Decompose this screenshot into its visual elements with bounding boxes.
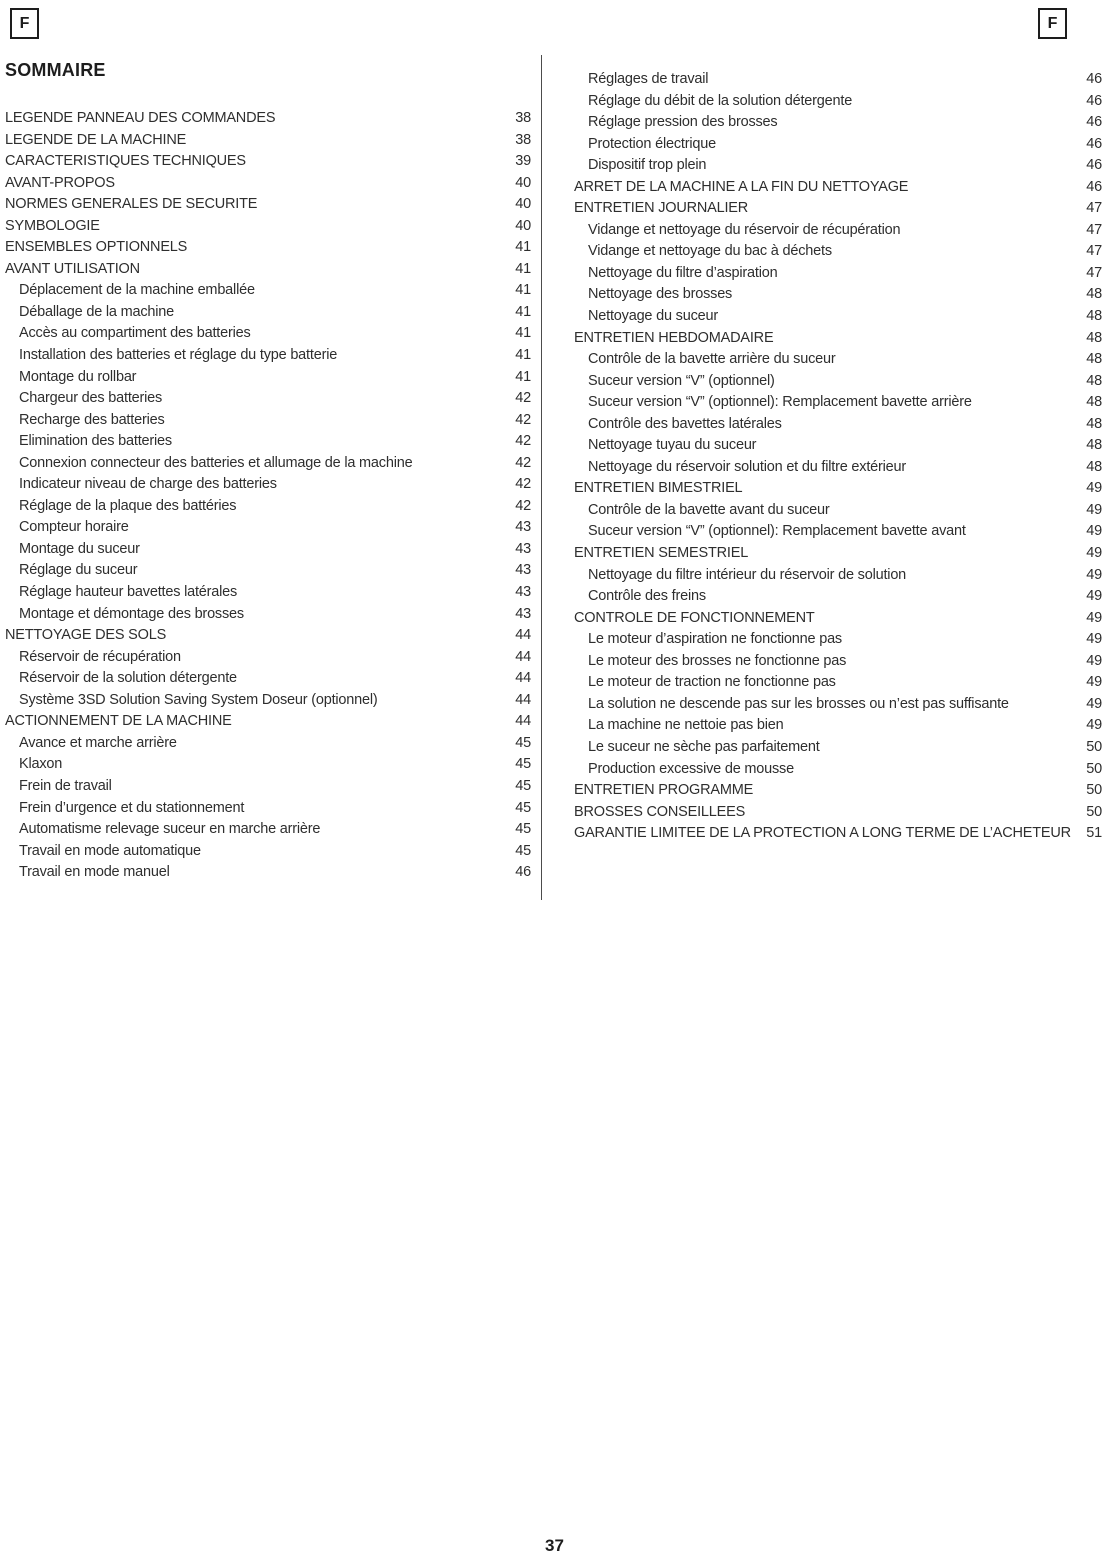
toc-entry xyxy=(5,711,531,733)
toc-entry xyxy=(5,496,531,518)
toc-entry-label: Contrôle des bavettes latérales xyxy=(588,415,782,432)
toc-entry-label: Réglage hauteur bavettes latérales xyxy=(19,584,238,601)
toc-entry-page: 46 xyxy=(1086,157,1102,174)
toc-entry-label: BROSSES CONSEILLEES xyxy=(574,803,746,820)
toc-entry-page: 48 xyxy=(1086,308,1102,325)
toc-entry-label: Installation des batteries et réglage du type batterie xyxy=(19,347,338,364)
toc-entry-label: ENTRETIEN HEBDOMADAIRE xyxy=(574,329,774,346)
toc-entry-label: Contrôle des freins xyxy=(588,588,706,605)
corner-language-tag-left xyxy=(10,8,39,39)
toc-entry-page: 42 xyxy=(515,454,531,471)
toc-entry xyxy=(574,629,1102,651)
toc-entry-page: 44 xyxy=(515,670,531,687)
toc-entry xyxy=(574,284,1102,306)
toc-entry xyxy=(5,560,531,582)
toc-entry-page: 50 xyxy=(1086,782,1102,799)
toc-entry-page: 42 xyxy=(515,390,531,407)
toc-entry-page: 49 xyxy=(1086,523,1102,540)
toc-entry xyxy=(5,474,531,496)
toc-entry-page: 39 xyxy=(515,153,531,170)
toc-entry xyxy=(574,112,1102,134)
toc-entry-label: Réglage du débit de la solution détergente xyxy=(588,92,853,109)
toc-entry-label: SYMBOLOGIE xyxy=(5,217,100,234)
toc-entry-page: 41 xyxy=(515,325,531,342)
toc-entry-label: NETTOYAGE DES SOLS xyxy=(5,627,167,644)
toc-entry-page: 44 xyxy=(515,713,531,730)
toc-entry-page: 47 xyxy=(1086,200,1102,217)
toc-entry xyxy=(5,194,531,216)
toc-entry-page: 49 xyxy=(1086,674,1102,691)
toc-entry-label: Réservoir de la solution détergente xyxy=(19,670,237,687)
toc-entry-page: 42 xyxy=(515,433,531,450)
toc-entry-label: Travail en mode manuel xyxy=(19,864,170,881)
toc-entry-label: Le moteur d’aspiration ne fonctionne pas xyxy=(588,631,842,648)
toc-entry-page: 41 xyxy=(515,260,531,277)
toc-entry-label: AVANT-PROPOS xyxy=(5,174,115,191)
toc-entry-page: 40 xyxy=(515,196,531,213)
toc-entry xyxy=(574,328,1102,350)
toc-entry-label: ENTRETIEN BIMESTRIEL xyxy=(574,480,743,497)
toc-entry-label: ENTRETIEN SEMESTRIEL xyxy=(574,545,749,562)
toc-entry-label: Le moteur de traction ne fonctionne pas xyxy=(588,674,836,691)
toc-entry xyxy=(574,435,1102,457)
toc-entry xyxy=(574,780,1102,802)
toc-entry-label: ENTRETIEN JOURNALIER xyxy=(574,200,749,217)
toc-entry-label: Accès au compartiment des batteries xyxy=(19,325,251,342)
toc-entry-label: Travail en mode automatique xyxy=(19,842,201,859)
toc-entry-page: 43 xyxy=(515,584,531,601)
toc-entry-label: ENTRETIEN PROGRAMME xyxy=(574,782,754,799)
toc-entry-page: 48 xyxy=(1086,415,1102,432)
toc-entry-page: 45 xyxy=(515,842,531,859)
toc-entry-page: 41 xyxy=(515,239,531,256)
toc-entry-label: Déballage de la machine xyxy=(19,303,175,320)
corner-language-tag-right xyxy=(1038,8,1067,39)
toc-entry-page: 48 xyxy=(1086,437,1102,454)
toc-entry-label: Nettoyage des brosses xyxy=(588,286,733,303)
toc-entry xyxy=(5,517,531,539)
toc-entry-page: 38 xyxy=(515,131,531,148)
toc-entry xyxy=(574,371,1102,393)
toc-entry-page: 50 xyxy=(1086,760,1102,777)
toc-entry-page: 42 xyxy=(515,411,531,428)
toc-column-right xyxy=(574,69,1102,845)
toc-entry xyxy=(5,453,531,475)
toc-entry-label: Dispositif trop plein xyxy=(588,157,707,174)
toc-entry xyxy=(5,259,531,281)
toc-entry xyxy=(574,91,1102,113)
toc-entry-page: 45 xyxy=(515,777,531,794)
toc-entry xyxy=(574,586,1102,608)
toc-entry xyxy=(574,177,1102,199)
toc-column-right-list xyxy=(574,69,1102,845)
toc-entry-label: Réglage de la plaque des battéries xyxy=(19,497,237,514)
toc-entry xyxy=(574,306,1102,328)
toc-entry xyxy=(5,130,531,152)
toc-entry-page: 50 xyxy=(1086,738,1102,755)
toc-entry-label: Elimination des batteries xyxy=(19,433,172,450)
toc-entry xyxy=(5,819,531,841)
toc-entry-label: Nettoyage du réservoir solution et du filtre extérieur xyxy=(588,458,907,475)
toc-entry xyxy=(574,759,1102,781)
toc-entry-page: 47 xyxy=(1086,264,1102,281)
toc-entry xyxy=(5,776,531,798)
toc-entry xyxy=(5,323,531,345)
toc-entry-label: ACTIONNEMENT DE LA MACHINE xyxy=(5,713,232,730)
toc-entry-page: 46 xyxy=(1086,71,1102,87)
toc-entry-label: Réservoir de récupération xyxy=(19,648,181,665)
toc-entry xyxy=(5,798,531,820)
toc-entry xyxy=(574,69,1102,91)
toc-entry xyxy=(574,220,1102,242)
toc-entry-label: Avance et marche arrière xyxy=(19,734,177,751)
toc-entry-page: 49 xyxy=(1086,566,1102,583)
toc-entry-label: Réglage du suceur xyxy=(19,562,138,579)
toc-entry xyxy=(5,237,531,259)
toc-entry-label: Réglages de travail xyxy=(588,71,709,87)
toc-entry xyxy=(5,582,531,604)
toc-entry xyxy=(5,668,531,690)
toc-entry-page: 45 xyxy=(515,799,531,816)
toc-entry xyxy=(5,216,531,238)
toc-entry xyxy=(574,500,1102,522)
toc-entry xyxy=(5,647,531,669)
toc-entry-page: 49 xyxy=(1086,695,1102,712)
toc-entry xyxy=(574,608,1102,630)
toc-entry-page: 45 xyxy=(515,734,531,751)
toc-entry-label: AVANT UTILISATION xyxy=(5,260,140,277)
toc-entry-label: GARANTIE LIMITEE DE LA PROTECTION A LONG TERME DE L’ACHETEUR xyxy=(574,825,1071,842)
toc-entry-label: Frein de travail xyxy=(19,777,112,794)
toc-entry xyxy=(574,651,1102,673)
toc-entry-label: LEGENDE DE LA MACHINE xyxy=(5,131,187,148)
toc-entry-page: 47 xyxy=(1086,243,1102,260)
toc-entry-page: 44 xyxy=(515,691,531,708)
toc-entry xyxy=(574,672,1102,694)
toc-entry xyxy=(574,823,1102,845)
toc-entry-page: 44 xyxy=(515,648,531,665)
toc-entry-page: 48 xyxy=(1086,394,1102,411)
toc-entry xyxy=(5,388,531,410)
toc-entry xyxy=(574,737,1102,759)
toc-entry xyxy=(574,715,1102,737)
corner-language-tag-left-label: F xyxy=(19,14,30,32)
toc-entry-page: 47 xyxy=(1086,221,1102,238)
toc-entry xyxy=(574,263,1102,285)
toc-entry xyxy=(574,198,1102,220)
toc-entry-label: Réglage pression des brosses xyxy=(588,114,778,131)
toc-entry-label: ENSEMBLES OPTIONNELS xyxy=(5,239,188,256)
toc-entry-label: Connexion connecteur des batteries et allumage de la machine xyxy=(19,454,413,471)
corner-language-tag-right-label: F xyxy=(1047,14,1058,32)
toc-entry-page: 45 xyxy=(515,756,531,773)
toc-entry-page: 46 xyxy=(1086,92,1102,109)
toc-entry xyxy=(5,625,531,647)
toc-entry-page: 43 xyxy=(515,605,531,622)
toc-entry-page: 41 xyxy=(515,368,531,385)
toc-entry-label: Montage du rollbar xyxy=(19,368,137,385)
toc-entry-page: 41 xyxy=(515,303,531,320)
toc-entry xyxy=(5,862,531,884)
toc-entry-page: 49 xyxy=(1086,609,1102,626)
toc-entry-label: CONTROLE DE FONCTIONNEMENT xyxy=(574,609,815,626)
toc-entry-page: 43 xyxy=(515,519,531,536)
toc-entry-label: Nettoyage du suceur xyxy=(588,308,719,325)
toc-entry-page: 49 xyxy=(1086,545,1102,562)
toc-entry-label: Suceur version “V” (optionnel): Remplacement bavette avant xyxy=(588,523,966,540)
footer-page-number: 37 xyxy=(545,1536,564,1555)
column-divider xyxy=(541,55,542,900)
toc-entry-page: 41 xyxy=(515,282,531,299)
toc-entry-page: 46 xyxy=(1086,135,1102,152)
toc-entry xyxy=(5,604,531,626)
toc-entry-label: Automatisme relevage suceur en marche arrière xyxy=(19,821,321,838)
toc-entry-label: La machine ne nettoie pas bien xyxy=(588,717,784,734)
toc-entry xyxy=(5,302,531,324)
toc-entry-page: 48 xyxy=(1086,329,1102,346)
toc-entry-label: Indicateur niveau de charge des batteries xyxy=(19,476,277,493)
toc-entry xyxy=(574,155,1102,177)
toc-entry-label: La solution ne descende pas sur les brosses ou n’est pas suffisante xyxy=(588,695,1009,712)
toc-entry-page: 40 xyxy=(515,217,531,234)
toc-entry xyxy=(5,690,531,712)
toc-entry-page: 48 xyxy=(1086,351,1102,368)
toc-entry-label: NORMES GENERALES DE SECURITE xyxy=(5,196,258,213)
toc-entry-page: 48 xyxy=(1086,458,1102,475)
toc-entry-page: 42 xyxy=(515,497,531,514)
toc-entry-page: 50 xyxy=(1086,803,1102,820)
toc-entry xyxy=(574,521,1102,543)
toc-entry-page: 40 xyxy=(515,174,531,191)
toc-entry-page: 41 xyxy=(515,347,531,364)
toc-entry xyxy=(5,733,531,755)
toc-entry xyxy=(574,241,1102,263)
toc-entry-label: Klaxon xyxy=(19,756,63,773)
toc-entry-page: 42 xyxy=(515,476,531,493)
toc-entry xyxy=(574,414,1102,436)
toc-entry-page: 49 xyxy=(1086,480,1102,497)
toc-entry-label: Contrôle de la bavette arrière du suceur xyxy=(588,351,836,368)
toc-entry-label: Nettoyage du filtre intérieur du réservoir de solution xyxy=(588,566,907,583)
toc-entry xyxy=(5,410,531,432)
toc-entry-page: 45 xyxy=(515,821,531,838)
toc-entry xyxy=(574,565,1102,587)
toc-entry xyxy=(5,151,531,173)
toc-entry-label: Suceur version “V” (optionnel) xyxy=(588,372,775,389)
toc-entry-label: Montage du suceur xyxy=(19,540,140,557)
toc-entry-label: CARACTERISTIQUES TECHNIQUES xyxy=(5,153,246,170)
toc-entry-label: Frein d’urgence et du stationnement xyxy=(19,799,245,816)
toc-entry-page: 51 xyxy=(1086,825,1102,842)
toc-entry xyxy=(574,457,1102,479)
toc-entry-label: Chargeur des batteries xyxy=(19,390,163,407)
toc-entry-label: LEGENDE PANNEAU DES COMMANDES xyxy=(5,110,276,126)
toc-entry-page: 44 xyxy=(515,627,531,644)
toc-entry-label: Déplacement de la machine emballée xyxy=(19,282,255,299)
toc-entry xyxy=(574,478,1102,500)
toc-entry xyxy=(574,802,1102,824)
toc-entry-label: Système 3SD Solution Saving System Doseur (optionnel) xyxy=(19,691,378,708)
toc-entry-label: Le suceur ne sèche pas parfaitement xyxy=(588,738,820,755)
toc-entry-page: 49 xyxy=(1086,588,1102,605)
toc-entry xyxy=(5,431,531,453)
toc-entry-label: ARRET DE LA MACHINE A LA FIN DU NETTOYAGE xyxy=(574,178,909,195)
toc-entry-page: 46 xyxy=(1086,178,1102,195)
toc-entry-label: Vidange et nettoyage du bac à déchets xyxy=(588,243,832,260)
toc-entry-label: Protection électrique xyxy=(588,135,716,152)
toc-entry xyxy=(5,108,531,130)
toc-entry xyxy=(5,754,531,776)
toc-entry-page: 48 xyxy=(1086,372,1102,389)
toc-entry-label: Nettoyage du filtre d’aspiration xyxy=(588,264,778,281)
toc-entry-page: 43 xyxy=(515,540,531,557)
toc-entry xyxy=(5,280,531,302)
toc-entry-label: Recharge des batteries xyxy=(19,411,165,428)
toc-entry xyxy=(574,134,1102,156)
toc-entry-label: Montage et démontage des brosses xyxy=(19,605,244,622)
toc-entry-page: 49 xyxy=(1086,501,1102,518)
toc-entry-label: Suceur version “V” (optionnel): Remplacement bavette arrière xyxy=(588,394,972,411)
toc-entry xyxy=(5,345,531,367)
toc-entry-label: Production excessive de mousse xyxy=(588,760,794,777)
toc-column-left-list xyxy=(5,108,531,884)
toc-entry xyxy=(574,392,1102,414)
toc-entry-label: Le moteur des brosses ne fonctionne pas xyxy=(588,652,847,669)
toc-entry-page: 49 xyxy=(1086,631,1102,648)
toc-entry xyxy=(5,173,531,195)
page-title: SOMMAIRE xyxy=(5,60,106,80)
toc-entry xyxy=(5,539,531,561)
toc-entry xyxy=(574,543,1102,565)
toc-entry-page: 38 xyxy=(515,110,531,126)
toc-column-left xyxy=(5,60,531,884)
toc-entry xyxy=(5,841,531,863)
toc-entry xyxy=(574,694,1102,716)
toc-entry-label: Compteur horaire xyxy=(19,519,129,536)
toc-entry xyxy=(5,367,531,389)
toc-entry-page: 43 xyxy=(515,562,531,579)
toc-entry-label: Nettoyage tuyau du suceur xyxy=(588,437,757,454)
toc-entry-label: Vidange et nettoyage du réservoir de récupération xyxy=(588,221,901,238)
toc-entry-page: 48 xyxy=(1086,286,1102,303)
toc-entry-page: 49 xyxy=(1086,717,1102,734)
toc-entry-page: 46 xyxy=(515,864,531,881)
toc-entry-label: Contrôle de la bavette avant du suceur xyxy=(588,501,830,518)
toc-entry-page: 49 xyxy=(1086,652,1102,669)
toc-entry-page: 46 xyxy=(1086,114,1102,131)
toc-entry xyxy=(574,349,1102,371)
